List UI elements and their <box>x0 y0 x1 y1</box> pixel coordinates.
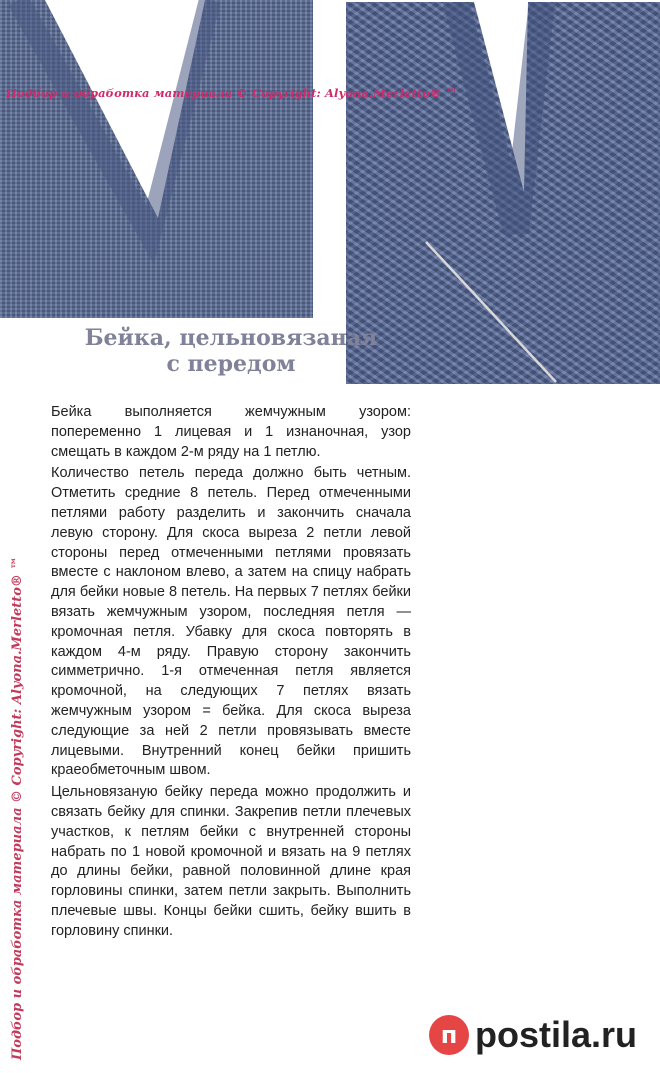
postila-icon: п <box>429 1015 469 1055</box>
paragraph-3: Цельновязаную бейку переда можно продолжить и связать бейку для спинки. Закрепив петли плечевых участков, к петлям бейки с внутренней стороны набрать по 1 новой кромочной и вязать на 9 петлях до длины бейки, равной половинной длине края горловины спинки, затем петли закрыть. Выполнить плечевые швы. Концы бейки сшить, бейку вшить в горловину спинки. <box>51 784 411 939</box>
paragraph-2: Количество петель переда должно быть четным. Отметить средние 8 петель. Перед отмеченными петлями работу разделить и закончить сначала левую сторону. Для скоса выреза 2 петли левой стороны перед отмеченными петлями провязать вместе с наклоном влево, а затем на спицу набрать для бейки новые 8 петель. На первых 7 петлях бейки вязать жемчужным узором, последняя петля — кромочная петля. Убавку для скоса повторять в каждом 4-м ряду. Правую сторону закончить симметрично. 1-я отмеченная петля является кромочной, на следующих 7 петлях вязать жемчужным узором = бейка. Для скоса выреза следующие за ней 2 петли провязывать вместе лицевыми. Внутренний конец бейки пришить краеобметочным швом. <box>51 465 411 779</box>
knitted-neckline-photo-front <box>0 0 313 318</box>
title-line-1: Бейка, цельновязаная <box>84 325 378 351</box>
title-line-2: с передом <box>166 351 296 377</box>
postila-logo <box>429 1014 637 1056</box>
article-title <box>60 325 402 377</box>
neckline-shape <box>0 0 313 318</box>
paragraph-1: Бейка выполняется жемчужным узором: попеременно 1 лицевая и 1 изнаночная, узор смещать в каждом 2-м ряду на 1 петлю. <box>51 404 411 460</box>
copyright-watermark-top: Подбор и обработка материала © Copyright: Alyona.Merletto® ™ <box>6 86 458 100</box>
copyright-watermark-side: Подбор и обработка материала © Copyright: Alyona.Merletto® ™ <box>10 556 25 1060</box>
postila-text: postila.ru <box>475 1014 638 1055</box>
article-body <box>51 403 411 942</box>
